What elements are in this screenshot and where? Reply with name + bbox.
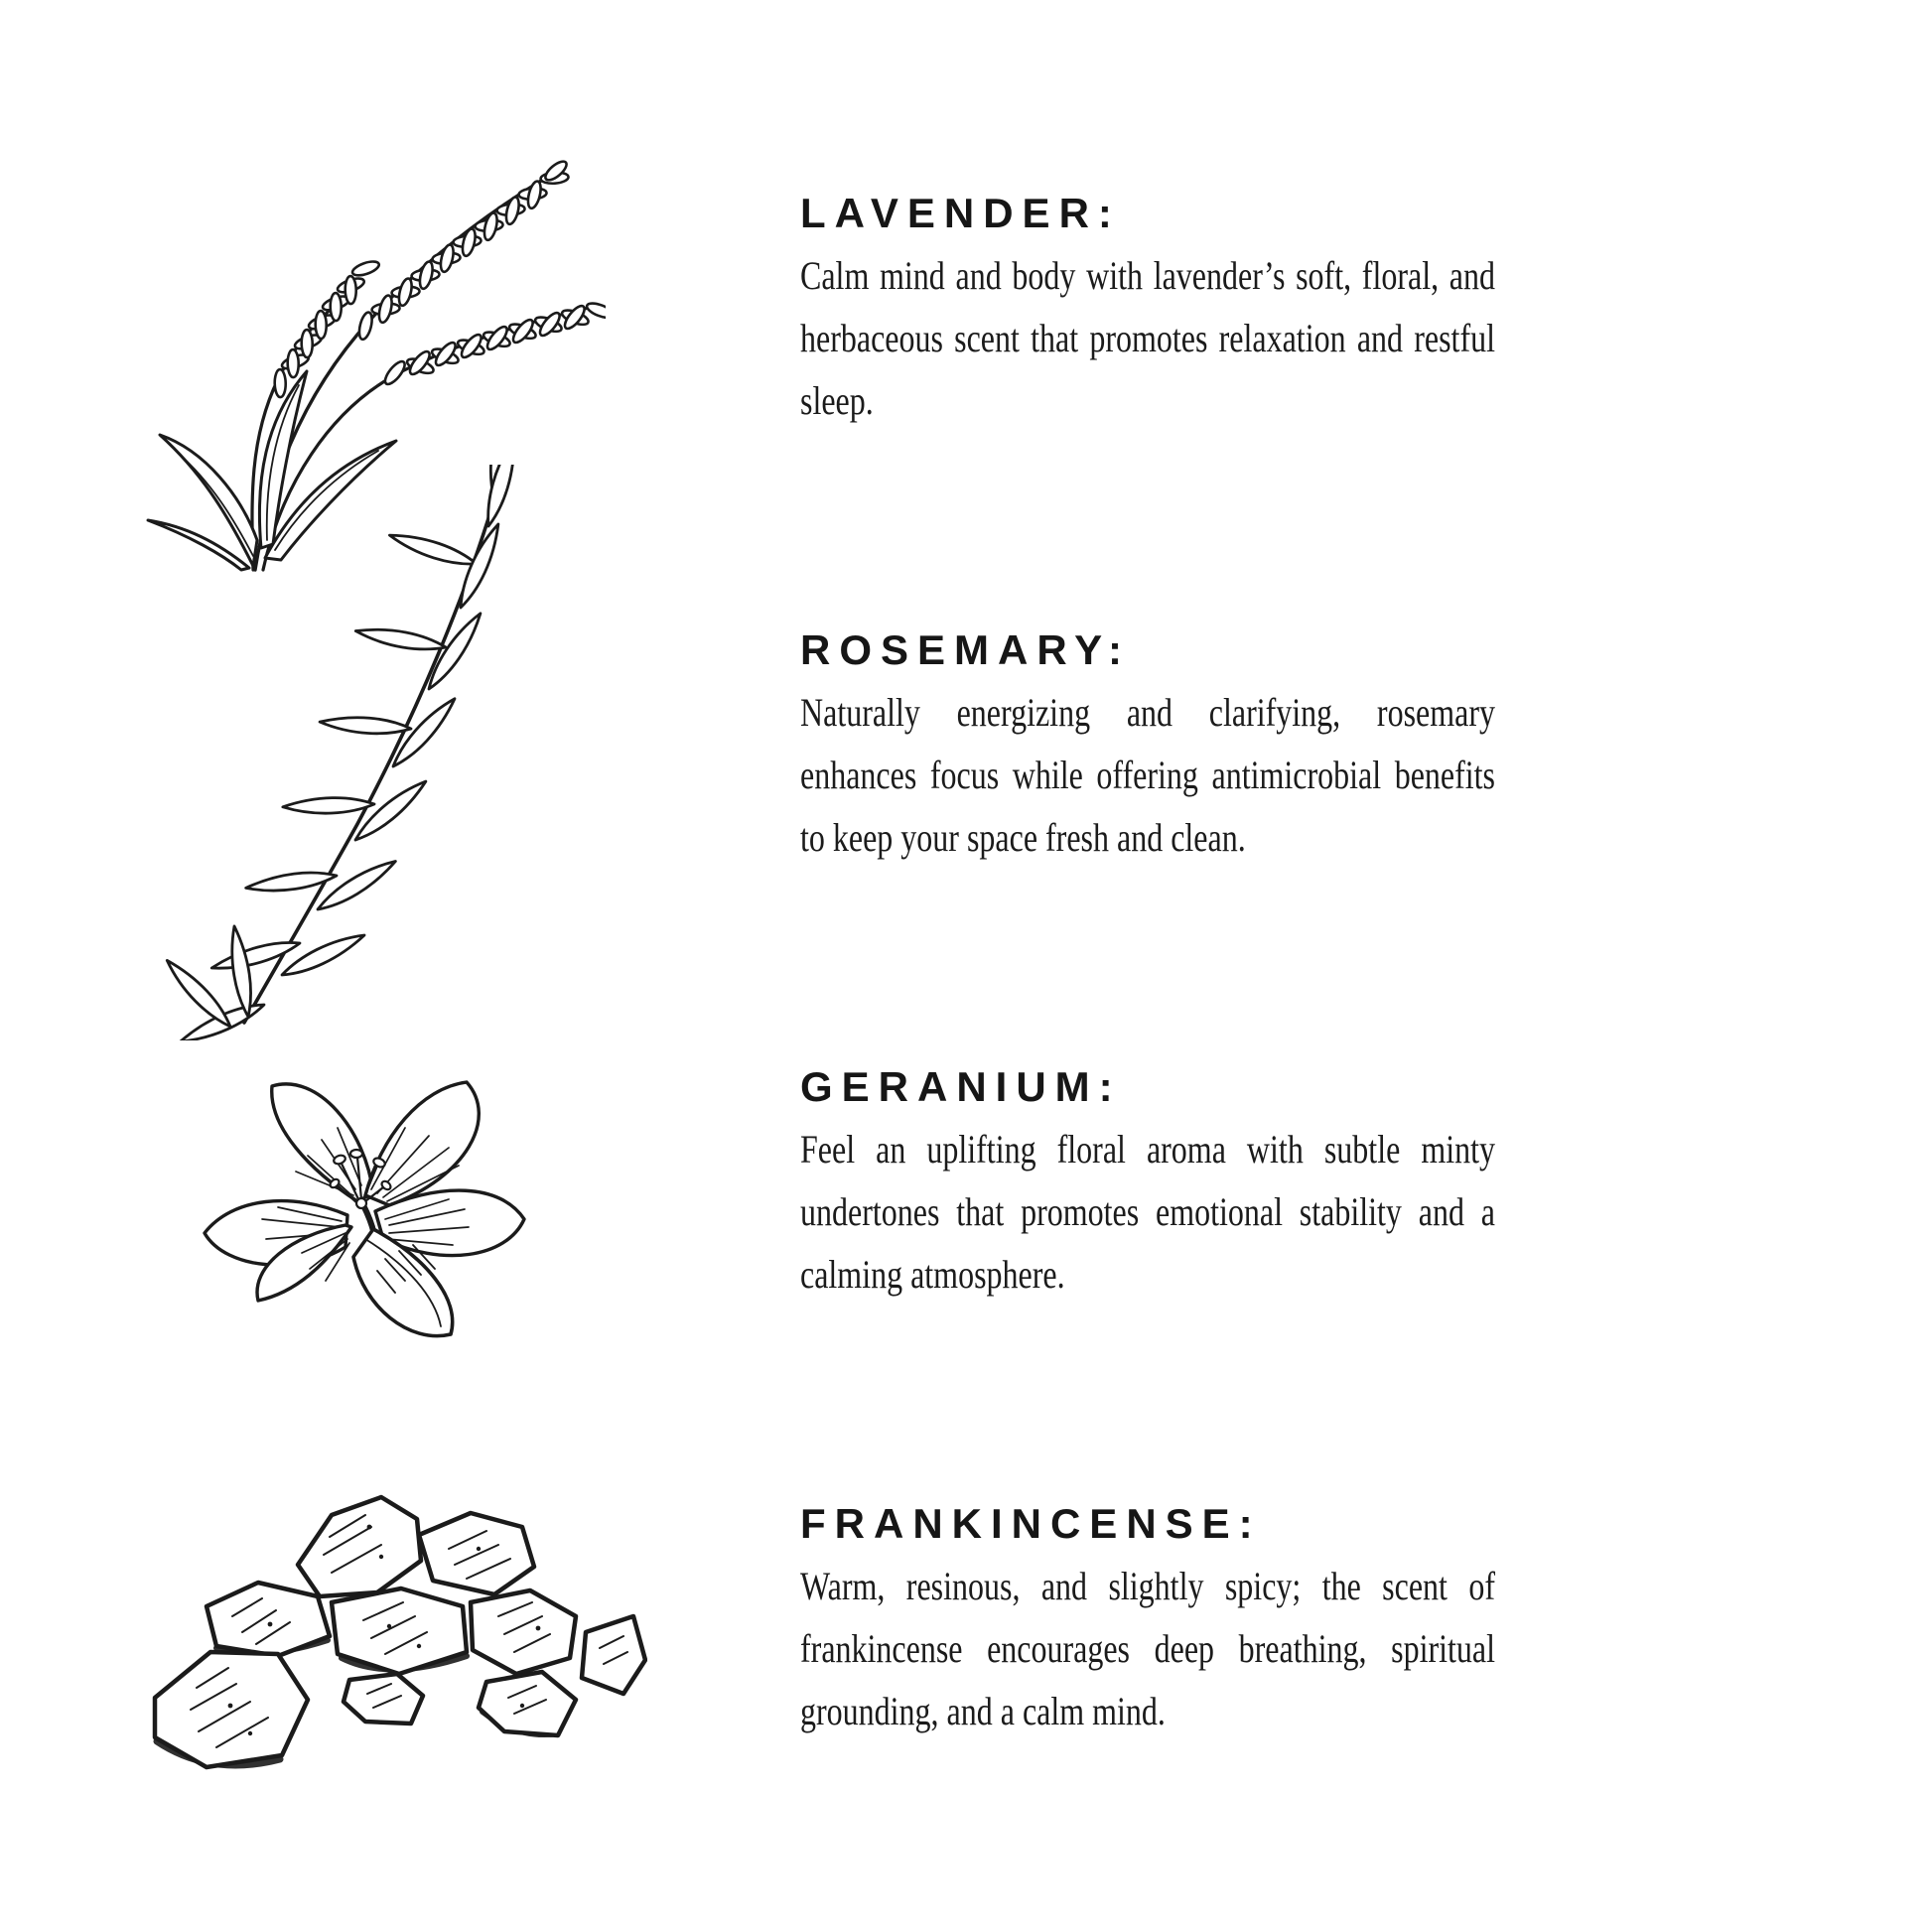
geranium-flower-illustration	[151, 1044, 548, 1382]
section-geranium	[800, 1064, 1495, 1306]
frankincense-description: Warm, resinous, and slightly spicy; the scent of frankincense encourages deep breathing, spiritual grounding, and a calm mind.	[800, 1564, 1495, 1733]
rosemary-sprig-illustration	[157, 465, 564, 1040]
lavender-heading: LAVENDER:	[800, 190, 1121, 236]
rosemary-heading: ROSEMARY:	[800, 626, 1131, 673]
section-rosemary	[800, 627, 1495, 869]
lavender-description: Calm mind and body with lavender’s soft, floral, and herbaceous scent that promotes relaxation and restful sleep.	[800, 253, 1495, 423]
frankincense-resin-illustration	[121, 1457, 647, 1790]
geranium-description: Feel an uplifting floral aroma with subtle minty undertones that promotes emotional stability and a calming atmosphere.	[800, 1127, 1495, 1297]
frankincense-heading: FRANKINCENSE:	[800, 1500, 1262, 1547]
geranium-heading: GERANIUM:	[800, 1063, 1122, 1110]
rosemary-description: Naturally energizing and clarifying, rosemary enhances focus while offering antimicrobial benefits to keep your space fresh and clean.	[800, 690, 1495, 860]
section-lavender	[800, 191, 1495, 432]
section-frankincense	[800, 1501, 1495, 1742]
